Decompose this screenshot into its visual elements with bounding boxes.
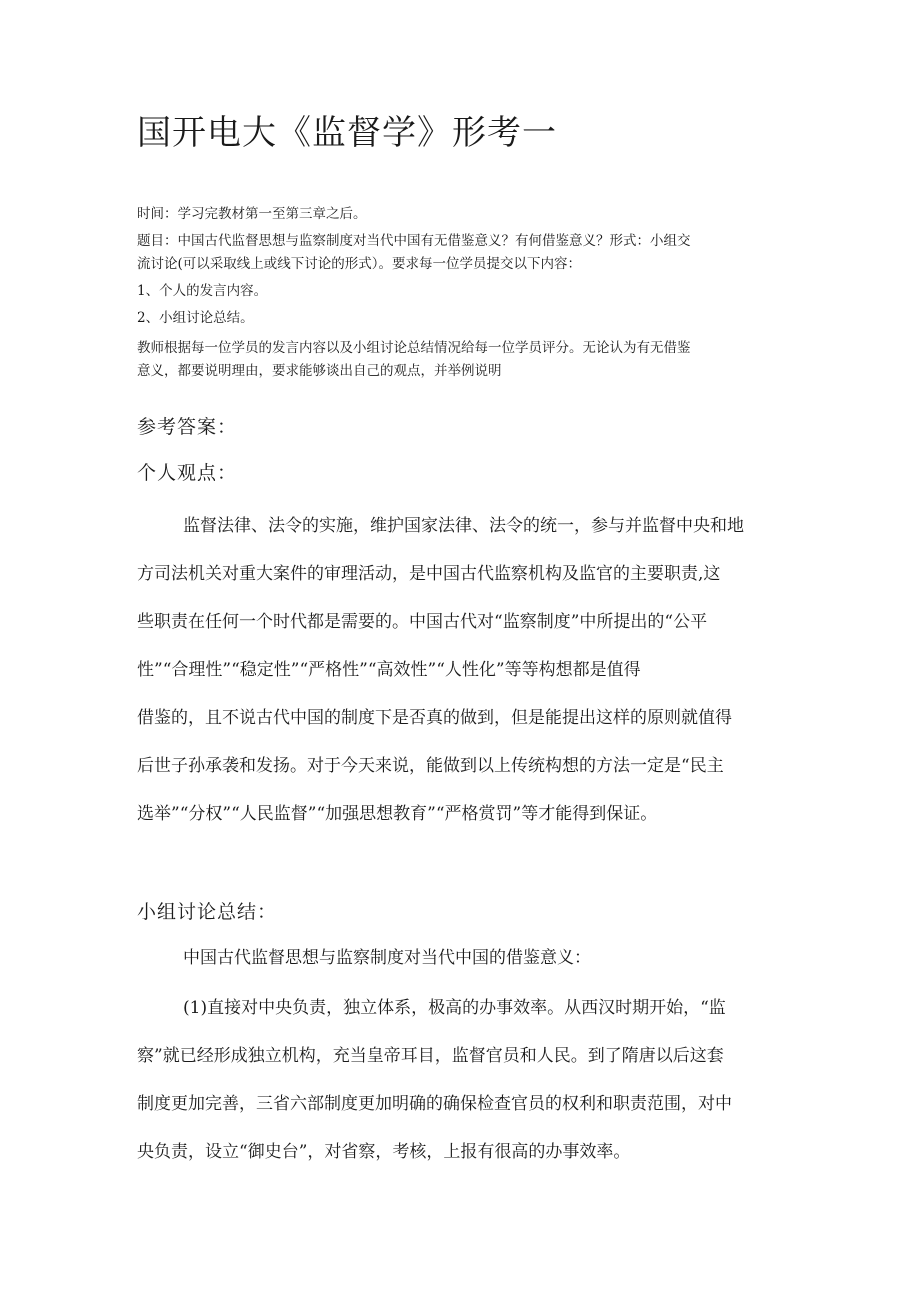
- reference-answer-heading: 参考答案：: [137, 416, 238, 438]
- personal-view-line: 借鉴的，且不说古代中国的制度下是否真的做到，但是能提出这样的原则就值得: [137, 708, 732, 728]
- assignment-topic-line-1: 题目：中国古代监督思想与监察制度对当代中国有无借鉴意义？有何借鉴意义？形式：小组交: [137, 233, 691, 249]
- assignment-item-1: 1、个人的发言内容。: [137, 283, 268, 299]
- personal-view-line: 些职责在任何一个时代都是需要的。中国古代对“监察制度”中所提出的“公平: [137, 612, 708, 632]
- personal-view-line: 监督法律、法令的实施，维护国家法律、法令的统一，参与并监督中央和地: [183, 516, 744, 536]
- personal-view-line: 方司法机关对重大案件的审理活动，是中国古代监察机构及监官的主要职责,这: [137, 564, 721, 584]
- assignment-grading-line-1: 教师根据每一位学员的发言内容以及小组讨论总结情况给每一位学员评分。无论认为有无借鉴: [137, 340, 691, 356]
- assignment-time: 时间：学习完教材第一至第三章之后。: [137, 206, 367, 222]
- personal-view-line: 性”“合理性”“稳定性”“严格性”“高效性”“人性化”等等构想都是值得: [137, 660, 641, 680]
- personal-view-line: 后世子孙承袭和发扬。对于今天来说，能做到以上传统构想的方法一定是“民主: [137, 756, 724, 776]
- assignment-topic-line-2: 流讨论(可以采取线上或线下讨论的形式）。要求每一位学员提交以下内容：: [137, 256, 582, 272]
- assignment-grading-line-2: 意义，都要说明理由，要求能够谈出自己的观点，并举例说明: [137, 363, 502, 379]
- personal-view-heading: 个人观点：: [137, 462, 238, 484]
- group-summary-intro: 中国古代监督思想与监察制度对当代中国的借鉴意义：: [183, 948, 591, 968]
- group-point-line: 察”就已经形成独立机构，充当皇帝耳目，监督官员和人民。到了隋唐以后这套: [137, 1046, 724, 1066]
- group-point-line: (1)直接对中央负责，独立体系，极高的办事效率。从西汉时期开始，“监: [183, 998, 726, 1018]
- document-title: 国开电大《监督学》形考一: [137, 113, 557, 153]
- assignment-item-2: 2、小组讨论总结。: [137, 310, 254, 326]
- personal-view-line: 选举”“分权”“人民监督”“加强思想教育”“严格赏罚”等才能得到保证。: [137, 804, 658, 824]
- group-point-line: 制度更加完善，三省六部制度更加明确的确保检查官员的权利和职责范围，对中: [137, 1094, 732, 1114]
- group-summary-heading: 小组讨论总结：: [137, 901, 278, 923]
- group-point-line: 央负责，设立“御史台”，对省察，考核，上报有很高的办事效率。: [137, 1142, 631, 1162]
